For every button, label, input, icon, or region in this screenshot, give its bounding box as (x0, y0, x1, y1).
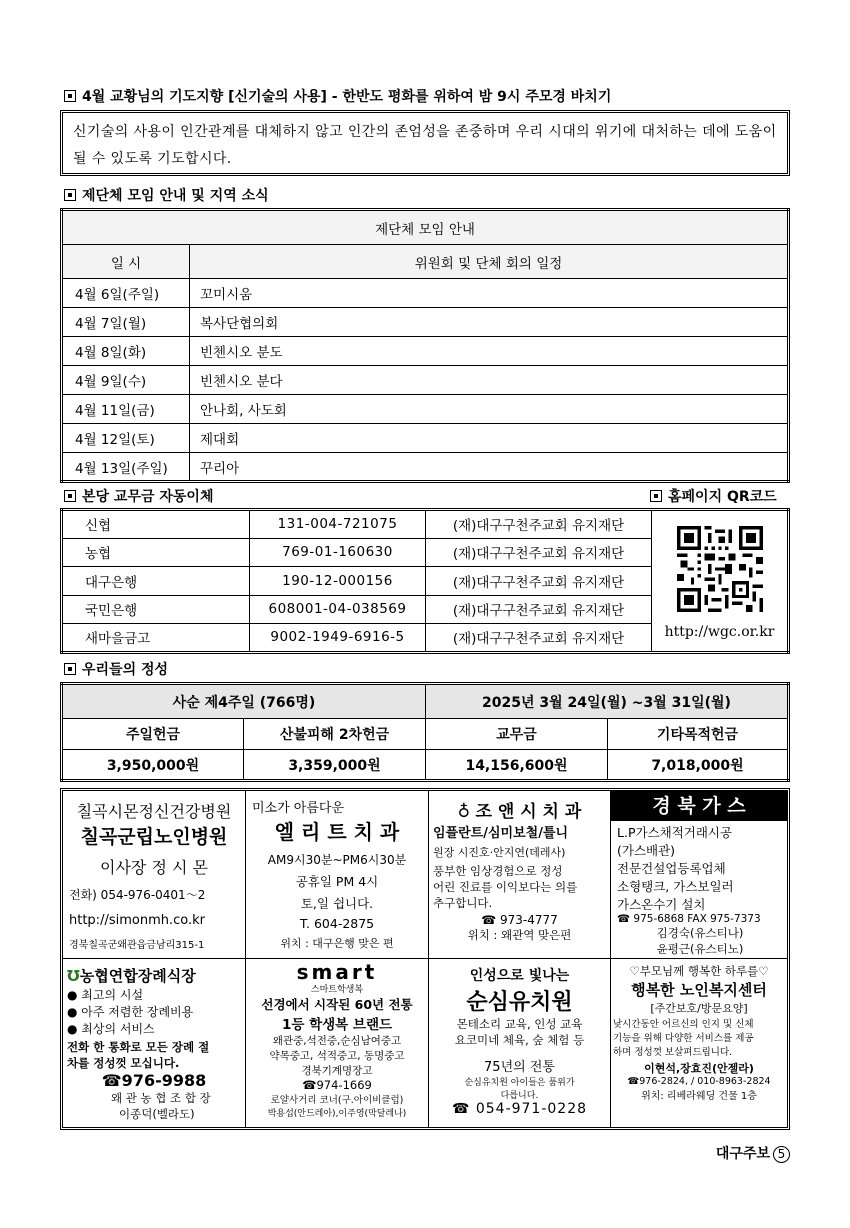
ad-line: 이사장 정 시 몬 (100, 858, 208, 877)
table-row (62, 308, 789, 337)
bank-name: 농협 (62, 538, 250, 567)
bank-owner: (재)대구구천주교회 유지재단 (426, 538, 652, 567)
ad-line: 선경에서 시작된 60년 전통 (261, 997, 413, 1012)
offering-header: 산불피해 2차헌금 (244, 719, 426, 750)
ad-line: ☎ 054-971-0228 (451, 1101, 588, 1117)
ad-line: 어린 진료를 이익보다는 의를 (433, 880, 578, 894)
prayer-section-title (64, 86, 611, 106)
qr-title-text: 홈페이지 QR코드 (668, 489, 777, 505)
ad-line: 이종덕(벨라도) (119, 1107, 195, 1121)
page-number: 5 (773, 1146, 790, 1163)
meeting-name: 꾸리아 (190, 453, 789, 482)
ad-nonghyup-funeral (63, 959, 246, 1127)
ad-simon-hospital (63, 791, 246, 959)
prayer-text: 신기술의 사용이 인간관계를 대체하지 않고 인간의 존엄성을 존중하며 우리 시대의 위기에 대처하는 데에 도움이 될 수 있도록 기도합시다. (73, 124, 777, 167)
ad-line: ♡부모님께 행복한 하루를♡ (629, 964, 769, 978)
bank-account: 608001-04-038569 (250, 595, 426, 624)
offering-header: 기타목적헌금 (608, 719, 789, 750)
bank-table (60, 508, 790, 654)
ad-line: 위치 : 왜관역 맞은편 (467, 928, 572, 942)
offering-section-title (64, 659, 168, 679)
table-row (62, 395, 789, 424)
meeting-name: 제대회 (190, 424, 789, 453)
offering-amount: 14,156,600원 (426, 750, 608, 781)
ad-line: 위치 : 대구은행 맞은 편 (280, 937, 394, 950)
offering-amount: 3,359,000원 (244, 750, 426, 781)
meetings-section-title (64, 185, 269, 205)
table-row (62, 424, 789, 453)
ad-line: ● 최상의 서비스 (67, 1022, 155, 1036)
offering-amount: 3,950,000원 (62, 750, 244, 781)
bank-owner: (재)대구구천주교회 유지재단 (426, 624, 652, 653)
meeting-date: 4월 12일(토) (62, 424, 190, 453)
meeting-date: 4월 9일(수) (62, 366, 190, 395)
meeting-name: 빈첸시오 분다 (190, 366, 789, 395)
ad-line: 다릅니다. (500, 1091, 539, 1101)
meeting-name: 안나회, 사도회 (190, 395, 789, 424)
bank-name: 대구은행 (62, 567, 250, 596)
ad-line: 차를 정성껏 모십니다. (67, 1056, 180, 1070)
meetings-section-title-text: 제단체 모임 안내 및 지역 소식 (82, 188, 269, 204)
ad-smart-uniform (246, 959, 429, 1127)
ad-gyeongbuk-gas (611, 791, 787, 959)
ad-line: 기능을 위해 다양한 서비스를 제공 (613, 1033, 754, 1044)
prayer-box (60, 110, 790, 176)
ad-line: 왜 관 농 협 조 합 장 (111, 1091, 211, 1105)
ad-line: ☎976-9988 (101, 1071, 207, 1090)
table-row (62, 279, 789, 308)
ad-line: 순심유치원 아이들은 품위가 (464, 1078, 575, 1088)
footer-label: 대구주보 (715, 1146, 770, 1162)
bank-account: 190-12-000156 (250, 567, 426, 596)
ad-line: 요코미네 체육, 숲 체험 등 (454, 1033, 585, 1047)
ad-line: 엘 리 트 치 과 (274, 820, 400, 844)
table-row (62, 510, 789, 539)
bank-owner: (재)대구구천주교회 유지재단 (426, 567, 652, 596)
bank-account: 131-004-721075 (250, 510, 426, 539)
meeting-name: 꼬미시움 (190, 279, 789, 308)
ad-happy-senior-center (611, 959, 787, 1127)
meeting-date: 4월 13일(주일) (62, 453, 190, 482)
ad-line: AM9시30분~PM6시30분 (267, 853, 407, 867)
ad-line: 윤평근(유스티노) (656, 942, 744, 956)
ad-line: 위치: 리베라웨딩 건물 1층 (641, 1091, 757, 1102)
meetings-col-date: 일 시 (62, 245, 190, 279)
meeting-date: 4월 6일(주일) (62, 279, 190, 308)
ad-line: 공휴일 PM 4시 (295, 874, 379, 889)
ad-line: 미소가 아름다운 (252, 801, 345, 816)
ad-line: 인성으로 빛나는 (469, 968, 570, 984)
prayer-title-text: 4월 교황님의 기도지향 [신기술의 사용] - 한반도 평화를 위하여 밤 9시 주모경 바치기 (82, 89, 612, 105)
page-footer (716, 1143, 790, 1163)
ad-line: ☎ 973-4777 (481, 913, 558, 927)
offering-table (60, 682, 790, 782)
table-row (62, 453, 789, 482)
ad-line: ♁ 조 앤 시 치 과 (457, 802, 582, 822)
bank-name: 국민은행 (62, 595, 250, 624)
ad-line: Ʊ농협연합장례식장 (67, 967, 196, 985)
offering-amount: 7,018,000원 (608, 750, 789, 781)
meeting-date: 4월 7일(월) (62, 308, 190, 337)
ad-line: 풍부한 임상경험으로 정성 (433, 864, 563, 878)
ad-sunsim-kindergarten (429, 959, 611, 1127)
table-row (62, 337, 789, 366)
offering-section-title-text: 우리들의 정성 (82, 662, 169, 678)
ad-line: T. 604-2875 (299, 916, 375, 931)
meetings-col-name: 위원회 및 단체 회의 일정 (190, 245, 789, 279)
ad-line: 전문건설업등록업체 (617, 861, 726, 876)
ad-line: 토,일 쉽니다. (300, 896, 374, 911)
ad-line: 전화 한 통화로 모든 장례 절 (67, 1040, 210, 1054)
ad-line: ● 최고의 시설 (67, 988, 144, 1002)
ad-line: (가스배관) (617, 843, 676, 858)
meeting-name: 빈첸시오 분도 (190, 337, 789, 366)
bank-account: 769-01-160630 (250, 538, 426, 567)
ad-line: 몬테소리 교육, 인성 교육 (456, 1017, 583, 1031)
advertisements (60, 788, 790, 1130)
ad-line: [주간보호/방문요양] (650, 1002, 748, 1015)
square-bullet-icon (64, 90, 76, 102)
ad-joan-dental (429, 791, 611, 959)
bank-section-title-text: 본당 교무금 자동이체 (82, 489, 214, 505)
offering-sunday-label: 사순 제4주일 (766명) (62, 684, 426, 719)
ad-line: 75년의 전통 (484, 1060, 555, 1075)
ad-line: 추구합니다. (433, 896, 493, 910)
table-row (62, 366, 789, 395)
ad-line: 박용섭(안드레아),이주영(막달레나) (267, 1109, 407, 1119)
meetings-table (60, 208, 790, 483)
ad-line: 칠곡시몬정신건강병원 (76, 802, 232, 821)
ad-line: 순심유치원 (466, 990, 573, 1015)
ad-line: 1등 학생복 브랜드 (281, 1017, 393, 1033)
ad-line: 약목중고, 석적중고, 동명중고 (269, 1050, 405, 1062)
bank-owner: (재)대구구천주교회 유지재단 (426, 595, 652, 624)
ad-line: 경북칠곡군왜관읍금남리315-1 (69, 940, 205, 951)
qr-cell (652, 510, 789, 653)
ad-line: 가스온수기 설치 (617, 897, 706, 912)
ad-line: ☎976-2824, / 010-8963-2824 (627, 1076, 771, 1087)
ad-line: 김경숙(유스티나) (656, 926, 744, 940)
square-bullet-icon (64, 189, 76, 201)
ad-line: 로얄사거리 코너(구.아이비클럽) (270, 1095, 404, 1106)
bank-account: 9002-1949-6916-5 (250, 624, 426, 653)
ad-line: http://simonmh.co.kr (69, 913, 205, 928)
ad-line: L.P가스채적거래시공 (617, 825, 733, 840)
meeting-date: 4월 8일(화) (62, 337, 190, 366)
ad-line: 경 북 가 스 (611, 791, 787, 821)
ad-elite-dental (246, 791, 429, 959)
square-bullet-icon (64, 663, 76, 675)
offering-header: 주일헌금 (62, 719, 244, 750)
ad-line: ☎ 975-6868 FAX 975-7373 (617, 913, 761, 925)
bank-name: 새마을금고 (62, 624, 250, 653)
qr-section-title (650, 486, 777, 506)
meetings-table-title: 제단체 모임 안내 (62, 210, 789, 245)
bank-section-title (64, 486, 213, 506)
ad-line: 스마트학생복 (310, 985, 364, 995)
offering-period: 2025년 3월 24일(월) ~3월 31일(월) (426, 684, 789, 719)
ad-line: ☎974-1669 (302, 1078, 372, 1092)
bank-name: 신협 (62, 510, 250, 539)
tooth-icon: ♁ (457, 802, 476, 822)
ad-line: 왜관중,석전중,순심남여중고 (272, 1035, 402, 1047)
qr-code-icon[interactable] (677, 526, 763, 612)
ad-line: 원장 시진호·안지연(데레사) (433, 846, 566, 859)
ad-line: 행복한 노인복지센터 (631, 981, 767, 999)
ad-line: 칠곡군립노인병원 (80, 826, 228, 848)
square-bullet-icon (650, 490, 662, 502)
ad-line: 하며 정성껏 보살펴드립니다. (613, 1047, 733, 1058)
meeting-name: 복사단협의회 (190, 308, 789, 337)
square-bullet-icon (64, 490, 76, 502)
homepage-url-link[interactable]: http://wgc.or.kr (664, 623, 775, 640)
meeting-date: 4월 11일(금) (62, 395, 190, 424)
nonghyup-logo-icon: Ʊ (67, 967, 80, 985)
ad-line: smart (296, 960, 378, 984)
ad-line: 경북기계명장고 (301, 1065, 373, 1077)
ad-line: 전화) 054-976-0401～2 (69, 888, 206, 902)
ad-line: 이현석,장효진(안젤라) (644, 1062, 754, 1075)
bank-owner: (재)대구구천주교회 유지재단 (426, 510, 652, 539)
ad-line: 낮시간동안 어르신의 인지 및 신체 (613, 1019, 754, 1030)
ad-line: 임플란트/심미보철/틀니 (433, 826, 569, 841)
ad-line: ● 아주 저렴한 장례비용 (67, 1005, 194, 1019)
offering-header: 교무금 (426, 719, 608, 750)
ad-line: 소형탱크, 가스보일러 (617, 879, 734, 894)
